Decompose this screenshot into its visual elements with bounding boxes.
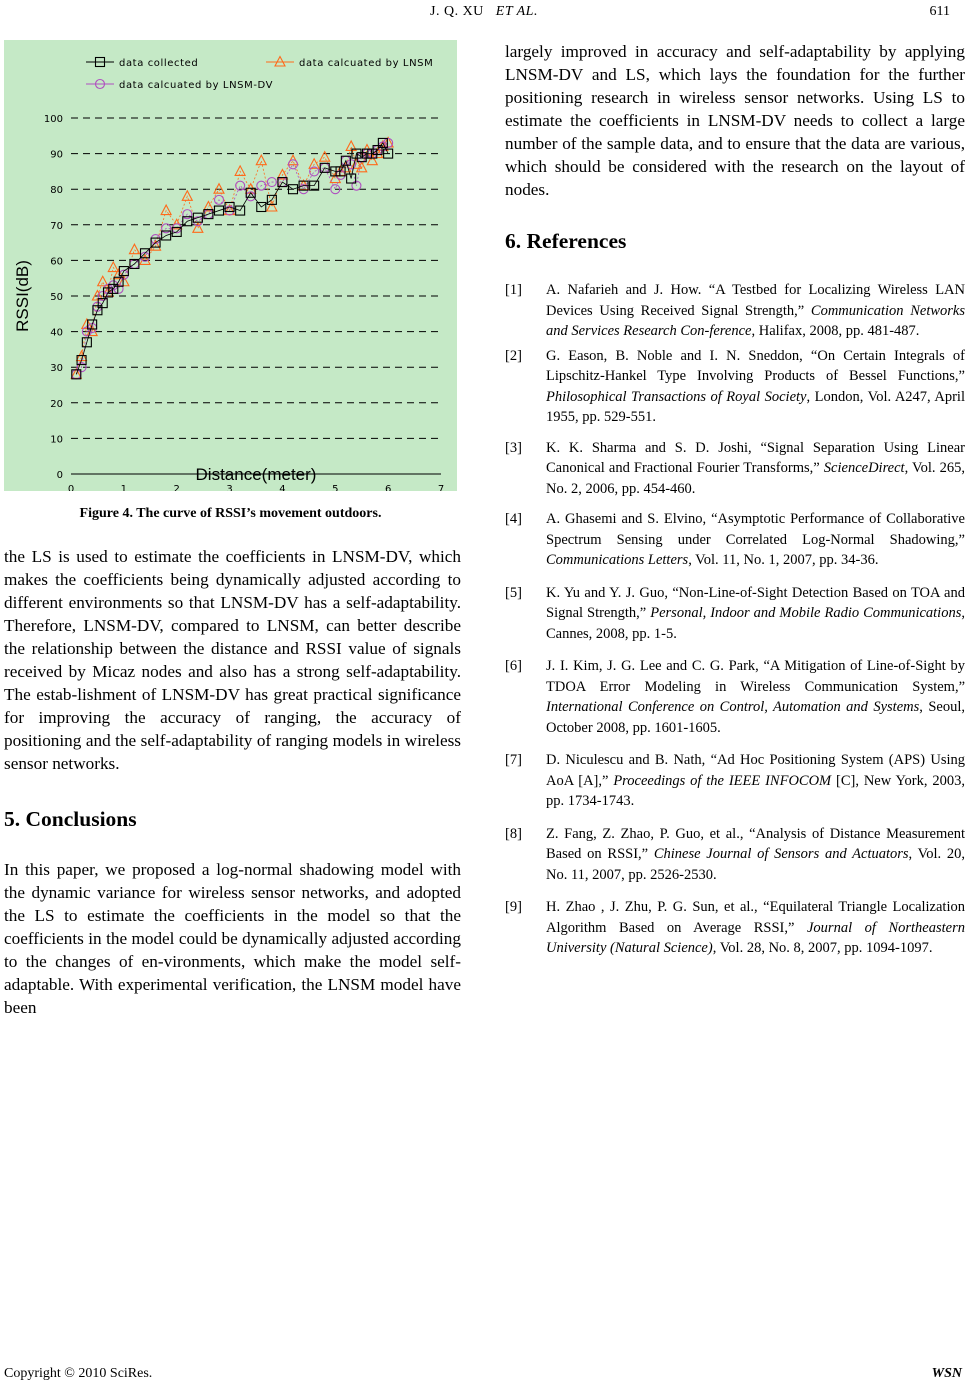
reference-source: Philosophical Transactions of Royal Society — [546, 388, 807, 405]
y-tick-label: 90 — [50, 149, 63, 161]
legend-label: data collected — [119, 58, 199, 69]
x-tick-label: 1 — [120, 484, 128, 491]
reference-number: [8] — [505, 825, 522, 842]
y-tick-label: 40 — [50, 327, 63, 339]
reference-details: , Vol. 11, No. 1, 2007, pp. 34-36. — [688, 552, 879, 568]
reference-text: Z. Fang, Z. Zhao, P. Guo, et al., “Analysis of Distance Measurement Based on RSSI,” — [546, 825, 965, 862]
y-axis-title: RSSI(dB) — [13, 260, 32, 332]
left-paragraph: the LS is used to estimate the coefficients in LNSM-DV, which makes the coefficients being dynamically adjusted according to different environments so that LNSM-DV has a self-adaptability. Therefore, LNSM-DV, compared to LNSM, can better describe the relationship between the distance and RSSI value of signals received by Micaz nodes and also has a strong self-adaptability. The estab-lishment of LNSM-DV has great practical significance for improving the accuracy of ranging, the accuracy of positioning and the self-adaptability of ranging models in wireless sensor networks. — [4, 547, 461, 773]
reference-source: Communication Networks and Services Research Con-ference — [546, 302, 965, 339]
references-list — [505, 280, 965, 959]
reference-item — [505, 509, 965, 571]
reference-text: A. Nafarieh and J. How. “A Testbed for Localizing Wireless LAN Devices Using Received Signal Strength,” — [546, 282, 965, 319]
left-column — [4, 545, 461, 1019]
legend-marker — [275, 57, 285, 67]
y-tick-label: 10 — [50, 434, 63, 446]
reference-details: , London, Vol. A247, April 1955, pp. 529-551. — [546, 388, 965, 425]
journal-abbrev: WSN — [931, 1366, 962, 1381]
reference-item — [505, 346, 965, 428]
reference-text: H. Zhao , J. Zhu, P. G. Sun, et al., “Equilateral Triangle Localization Algorithm Based on Average RSSI,” — [546, 899, 965, 936]
running-head — [0, 4, 968, 20]
x-tick-label: 7 — [437, 484, 445, 491]
y-tick-label: 60 — [50, 256, 63, 268]
reference-item — [505, 583, 965, 645]
page-number: 611 — [929, 4, 950, 19]
references-heading: 6. References — [505, 229, 627, 253]
reference-text: K. K. Sharma and S. D. Joshi, “Signal Separation Using Linear Canonical and Fractional Fourier Transforms,” — [546, 439, 965, 476]
reference-source: International Conference on Control, Automation and Systems — [546, 699, 920, 715]
right-column — [505, 40, 965, 959]
reference-number: [9] — [505, 899, 522, 915]
reference-text: D. Niculescu and B. Nath, “Ad Hoc Positioning System (APS) Using AoA [A],” — [546, 752, 965, 789]
x-tick-label: 0 — [67, 484, 75, 491]
y-tick-label: 70 — [50, 220, 63, 232]
reference-number: [3] — [505, 439, 522, 456]
x-tick-label: 5 — [332, 484, 339, 491]
reference-number: [1] — [505, 282, 522, 298]
x-axis-title: Distance(meter) — [195, 465, 317, 484]
running-etal: ET AL. — [495, 4, 538, 19]
reference-details: [C], New York, 2003, pp. 1734-1743. — [546, 772, 965, 809]
reference-number: [5] — [505, 584, 522, 601]
reference-item — [505, 897, 965, 959]
reference-item — [505, 438, 965, 500]
reference-source: Personal, Indoor and Mobile Radio Communications — [650, 605, 962, 621]
x-tick-label: 2 — [173, 484, 180, 491]
reference-source: ScienceDirect — [823, 460, 905, 476]
y-tick-label: 0 — [56, 470, 63, 481]
reference-source: Journal of Northeastern University (Natural Science) — [546, 919, 965, 956]
data-point — [161, 205, 171, 215]
y-tick-label: 30 — [50, 363, 63, 375]
legend-label: data calcuated by LNSM — [299, 58, 434, 69]
conclusions-heading: 5. Conclusions — [4, 807, 137, 831]
reference-details: , Vol. 20, No. 11, 2007, pp. 2526-2530. — [546, 846, 965, 883]
conclusions-paragraph: In this paper, we proposed a log-normal shadowing model with the dynamic variance for wireless sensor networks, and adopted the LS to estimate the coefficients in the model so that the coefficients in the model could be dynamically adjusted according to the changes of en-vironments, which make the model self-adaptable. With experimental verification, the LNSM model have been — [4, 860, 461, 1017]
reference-number: [4] — [505, 511, 522, 527]
reference-details: , Cannes, 2008, pp. 1-5. — [546, 605, 965, 642]
x-tick-label: 3 — [226, 484, 233, 491]
x-tick-label: 6 — [384, 484, 392, 491]
reference-number: [7] — [505, 752, 522, 768]
reference-text: J. I. Kim, J. G. Lee and C. G. Park, “A Mitigation of Line-of-Sight by TDOA Error Modeling in Wireless Communication System,” — [546, 658, 965, 695]
figure-caption: Figure 4. The curve of RSSI’s movement outdoors. — [79, 506, 382, 521]
data-point — [256, 155, 266, 165]
reference-item — [505, 750, 965, 812]
data-point — [267, 202, 277, 212]
reference-details: , Seoul, October 2008, pp. 1601-1605. — [546, 699, 966, 736]
page-header — [0, 0, 968, 30]
reference-details: , Halifax, 2008, pp. 481-487. — [751, 323, 920, 339]
reference-source: Chinese Journal of Sensors and Actuators — [653, 846, 909, 862]
reference-number: [2] — [505, 347, 522, 364]
reference-number: [6] — [505, 658, 522, 674]
reference-text: A. Ghasemi and S. Elvino, “Asymptotic Performance of Collaborative Spectrum Sensing under Correlated Log-Normal Shadowing,” — [546, 511, 965, 548]
running-author: J. Q. XU — [430, 4, 484, 19]
y-tick-label: 50 — [50, 292, 63, 303]
figure-rssi-chart — [4, 40, 457, 491]
reference-text: K. Yu and Y. J. Guo, “Non-Line-of-Sight Detection Based on TOA and Signal Strength,” — [546, 584, 965, 621]
reference-details: , Vol. 265, No. 2, 2006, pp. 454-460. — [546, 460, 966, 497]
reference-item — [505, 656, 965, 738]
page-footer — [0, 1366, 968, 1386]
legend-label: data calcuated by LNSM-DV — [119, 80, 274, 91]
reference-details: , Vol. 28, No. 8, 2007, pp. 1094-1097. — [712, 940, 933, 956]
y-tick-label: 20 — [50, 398, 63, 410]
series-line — [76, 143, 388, 374]
rssi-chart-svg — [4, 40, 457, 491]
y-tick-label: 100 — [43, 114, 63, 125]
series-line — [76, 143, 388, 374]
x-tick-label: 4 — [279, 484, 286, 491]
reference-source: Proceedings of the IEEE INFOCOM — [613, 772, 832, 789]
series-line — [76, 143, 388, 374]
copyright-notice: Copyright © 2010 SciRes. — [4, 1366, 153, 1381]
data-point — [108, 262, 118, 272]
data-point — [129, 244, 139, 254]
y-tick-label: 80 — [50, 185, 63, 197]
reference-item — [505, 824, 965, 886]
right-paragraph: largely improved in accuracy and self-adaptability by applying LNSM-DV and LS, which lays the foundation for the further positioning research in wireless sensor networks. Using LS to estimate the coefficients in LNSM-DV needs to collect a large number of the sample data, and to ensure that the data are various, which should be considered with the research on the layout of nodes. — [505, 42, 965, 199]
reference-text: G. Eason, B. Noble and I. N. Sneddon, “On Certain Integrals of Lipschitz-Hankel Type Involving Products of Bessel Functions,” — [546, 347, 965, 384]
reference-source: Communications Letters — [546, 552, 689, 568]
reference-item — [505, 280, 965, 342]
